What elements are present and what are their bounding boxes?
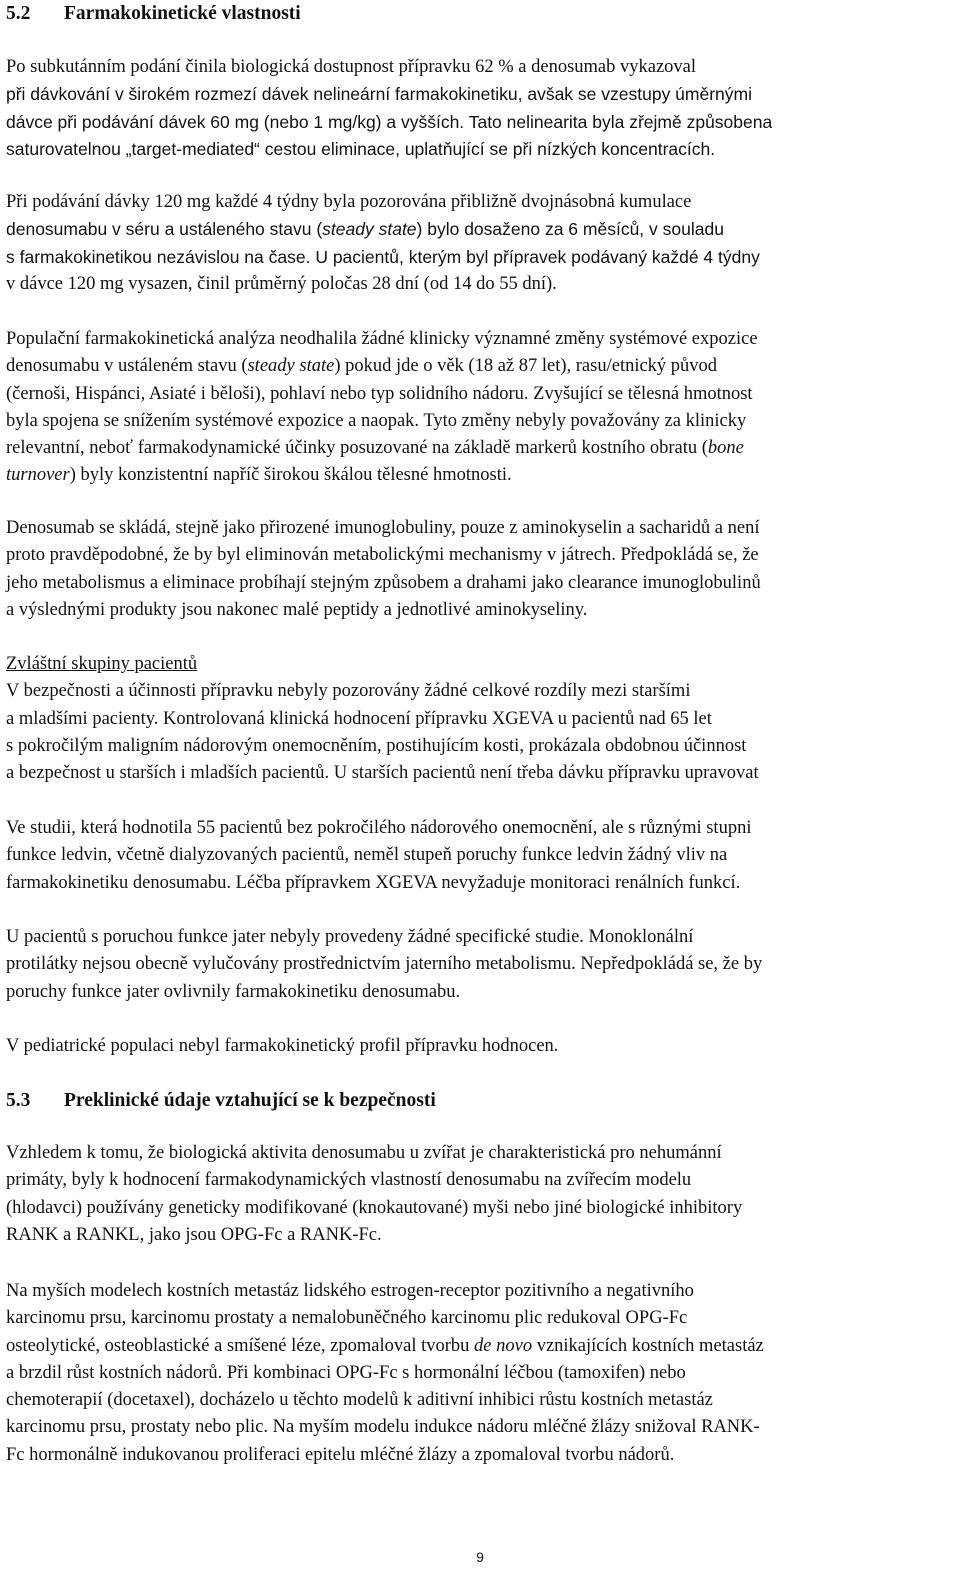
text-line: Populační farmakokinetická analýza neodhalila žádné klinicky významné změny systémové expozice bbox=[6, 329, 758, 349]
text-line: RANK a RANKL, jako jsou OPG-Fc a RANK-Fc. bbox=[6, 1224, 382, 1245]
text-line: (černoši, Hispánci, Asiaté i běloši), pohlaví nebo typ solidního nádoru. Zvyšující se tělesná hmotnost bbox=[6, 383, 753, 404]
text-line: chemoterapií (docetaxel), docházelo u těchto modelů k aditivní inhibici růstu kostních metastáz bbox=[6, 1390, 713, 1411]
text-line: relevantní, neboť farmakodynamické účinky posuzované na základě markerů kostního obratu (bone bbox=[6, 438, 744, 459]
section-number: 5.2 bbox=[6, 3, 31, 24]
page-number: 9 bbox=[476, 1549, 484, 1565]
text-line: dávce při podávání dávek 60 mg (nebo 1 mg/kg) a vyšších. Tato nelinearita byla zřejmě způsobena bbox=[6, 111, 773, 132]
paragraph bbox=[6, 326, 950, 490]
text-line: jeho metabolismus a eliminace probíhají stejným způsobem a drahami jako clearance imunoglobulinů bbox=[6, 572, 761, 593]
text-line: s farmakokinetikou nezávislou na čase. U pacientů, kterým byl přípravek podávaný každé 4 týdny bbox=[6, 246, 760, 267]
paragraph bbox=[6, 1278, 950, 1469]
text-line: a bezpečnost u starších i mladších pacientů. U starších pacientů není třeba dávku přípravku upravovat bbox=[6, 763, 759, 784]
paragraph bbox=[6, 1033, 950, 1060]
paragraph bbox=[6, 815, 950, 897]
text-line: U pacientů s poruchou funkce jater nebyly provedeny žádné specifické studie. Monoklonální bbox=[6, 927, 694, 947]
text-line: Denosumab se skládá, stejně jako přirozené imunoglobuliny, pouze z aminokyselin a sacharidů a není bbox=[6, 518, 760, 538]
text-line: V pediatrické populaci nebyl farmakokinetický profil přípravku hodnocen. bbox=[6, 1036, 559, 1056]
text-line: proto pravděpodobné, že by byl eliminován metabolickými mechanismy v játrech. Předpokládá se, že bbox=[6, 545, 759, 566]
text-line: farmakokinetiku denosumabu. Léčba přípravkem XGEVA nevyžaduje monitoraci renálních funkcí. bbox=[6, 872, 741, 893]
paragraph bbox=[6, 1140, 950, 1249]
text-line: saturovatelnou „target-mediated“ cestou eliminace, uplatňující se při nízkých koncentracích. bbox=[6, 138, 716, 159]
text-line: a výslednými produkty jsou nakonec malé peptidy a jednotlivé aminokyseliny. bbox=[6, 599, 588, 620]
text-line: V bezpečnosti a účinnosti přípravku nebyly pozorovány žádné celkové rozdíly mezi staršími bbox=[6, 681, 691, 702]
paragraph bbox=[6, 189, 950, 298]
section-title: Preklinické údaje vztahující se k bezpečnosti bbox=[64, 1090, 436, 1111]
subheading: Zvláštní skupiny pacientů bbox=[6, 654, 198, 674]
text-line: poruchy funkce jater ovlivnily farmakokinetiku denosumabu. bbox=[6, 981, 461, 1002]
text-line: denosumabu v séru a ustáleného stavu (steady state) bylo dosaženo za 6 měsíců, v souladu bbox=[6, 219, 724, 240]
text-line: byla spojena se snížením systémové expozice a naopak. Tyto změny nebyly považovány za klinicky bbox=[6, 410, 747, 431]
section-heading bbox=[6, 0, 301, 27]
text-line: (hlodavci) používány geneticky modifikované (knokautované) myši nebo jiné biologické inhibitory bbox=[6, 1197, 743, 1218]
text-line: funkce ledvin, včetně dialyzovaných pacientů, neměl stupeň poruchy funkce ledvin žádný vliv na bbox=[6, 845, 728, 866]
text-line: Po subkutánním podání činila biologická dostupnost přípravku 62 % a denosumab vykazoval bbox=[6, 57, 697, 77]
section-number: 5.3 bbox=[6, 1090, 31, 1111]
text-line: primáty, byly k hodnocení farmakodynamických vlastností denosumabu na zvířecím modelu bbox=[6, 1170, 692, 1191]
text-line: osteolytické, osteoblastické a smíšené léze, zpomaloval tvorbu de novo vznikajících kostních metastáz bbox=[6, 1335, 764, 1356]
section-heading bbox=[6, 1087, 436, 1114]
text-line: a brzdil růst kostních nádorů. Při kombinaci OPG-Fc s hormonální léčbou (tamoxifen) nebo bbox=[6, 1362, 686, 1383]
text-line: a mladšími pacienty. Kontrolovaná klinická hodnocení přípravku XGEVA u pacientů nad 65 let bbox=[6, 708, 712, 729]
text-line: Na myších modelech kostních metastáz lidského estrogen-receptor pozitivního a negativního bbox=[6, 1281, 694, 1301]
paragraph bbox=[6, 515, 950, 624]
paragraph bbox=[6, 924, 950, 1006]
paragraph bbox=[6, 651, 950, 787]
text-line: Ve studii, která hodnotila 55 pacientů bez pokročilého nádorového onemocnění, ale s různými stupni bbox=[6, 818, 752, 838]
text-line: Fc hormonálně indukovanou proliferaci epitelu mléčné žlázy a zpomaloval tvorbu nádorů. bbox=[6, 1444, 675, 1465]
paragraph bbox=[6, 54, 950, 163]
section-title: Farmakokinetické vlastnosti bbox=[64, 3, 301, 24]
text-line: Při podávání dávky 120 mg každé 4 týdny byla pozorována přibližně dvojnásobná kumulace bbox=[6, 192, 692, 212]
text-line: v dávce 120 mg vysazen, činil průměrný poločas 28 dní (od 14 do 55 dní). bbox=[6, 273, 557, 294]
text-line: s pokročilým maligním nádorovým onemocněním, postihujícím kosti, prokázala obdobnou účinnost bbox=[6, 735, 747, 756]
text-line: karcinomu prsu, karcinomu prostaty a nemalobuněčného karcinomu plic redukoval OPG-Fc bbox=[6, 1308, 688, 1329]
text-line: při dávkování v širokém rozmezí dávek nelineární farmakokinetiku, avšak se vzestupy úměrnými bbox=[6, 84, 752, 105]
text-line: denosumabu v ustáleném stavu (steady state) pokud jde o věk (18 až 87 let), rasu/etnický původ bbox=[6, 356, 718, 377]
text-line: turnover) byly konzistentní napříč širokou škálou tělesné hmotnosti. bbox=[6, 465, 512, 486]
text-line: karcinomu prsu, prostaty nebo plic. Na myším modelu indukce nádoru mléčné žlázy snižoval RANK- bbox=[6, 1417, 760, 1438]
text-line: Vzhledem k tomu, že biologická aktivita denosumabu u zvířat je charakteristická pro nehumánní bbox=[6, 1143, 722, 1163]
text-line: protilátky nejsou obecně vylučovány prostřednictvím jaterního metabolismu. Nepředpokládá se, že by bbox=[6, 954, 763, 975]
